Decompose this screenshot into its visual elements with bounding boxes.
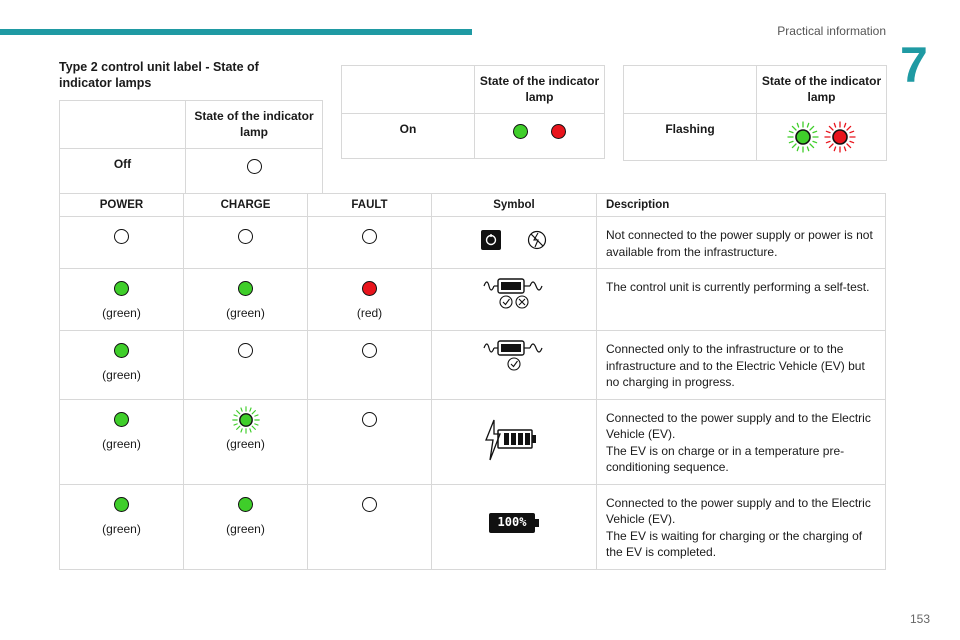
indicator-state-table <box>59 193 886 570</box>
battery-full-icon: 100% <box>489 513 539 533</box>
lamp-off-icon <box>114 229 129 244</box>
table-row: (green) (green) 100% Connected to the power supply and to the Electric Vehicle (EV). The EV is waiting for charging or the charging of the EV is completed. <box>60 484 886 569</box>
section-title: Practical information <box>777 24 886 38</box>
col-header-charge: CHARGE <box>184 194 308 217</box>
table-row <box>60 217 886 269</box>
state-table-header: State of the indicator lamp <box>757 66 887 114</box>
lamp-red-icon <box>362 281 377 296</box>
lamp-off-icon <box>238 343 253 358</box>
lamp-green-icon <box>238 497 253 512</box>
state-table-header: State of the indicator lamp <box>186 101 323 149</box>
chapter-number: 7 <box>900 37 928 93</box>
lamp-green-icon <box>238 281 253 296</box>
lamp-off-icon <box>362 497 377 512</box>
row-description: The control unit is currently performing a self-test. <box>597 269 886 331</box>
lamp-off-icon <box>362 412 377 427</box>
charging-battery-icon <box>484 416 544 462</box>
state-table-on <box>341 65 605 159</box>
state-label-flashing: Flashing <box>624 114 757 161</box>
col-header-symbol: Symbol <box>432 194 597 217</box>
col-header-description: Description <box>597 194 886 217</box>
table-row: (green) (green) (red) The control unit is currently performing a self-test. <box>60 269 886 331</box>
lamp-red-icon <box>551 124 566 139</box>
table-row: (green) Connected only to the infrastructure or to the infrastructure and to the Electric Vehicle (EV) but no charging in progress. <box>60 331 886 400</box>
lamp-green-icon <box>114 412 129 427</box>
col-header-power: POWER <box>60 194 184 217</box>
lamp-green-icon <box>513 124 528 139</box>
state-label-on: On <box>342 114 475 159</box>
connected-symbol-icon <box>482 338 546 372</box>
top-accent-bar <box>0 29 472 35</box>
lamp-off-icon <box>238 229 253 244</box>
row-description: Connected to the power supply and to the Electric Vehicle (EV). The EV is on charge or in a temperature pre-conditioning sequence. <box>597 399 886 484</box>
row-description: Connected only to the infrastructure or to the infrastructure and to the Electric Vehicle (EV) but no charging in progress. <box>597 331 886 400</box>
self-test-symbol-icon <box>482 276 546 310</box>
state-table-flashing <box>623 65 887 161</box>
lamp-red-flashing-icon <box>823 129 857 143</box>
col-header-fault: FAULT <box>308 194 432 217</box>
state-table-off <box>59 100 323 194</box>
lamp-green-flashing-icon <box>231 405 261 435</box>
lamp-green-icon <box>114 497 129 512</box>
lamp-green-icon <box>114 343 129 358</box>
lamp-off-icon <box>247 159 262 174</box>
table-row: (green) (green) Connected to the power supply and to the Electric Vehicle (EV). The EV is on charge or in a temperature pre-conditioning sequence. <box>60 399 886 484</box>
lamp-off-icon <box>362 229 377 244</box>
lamp-green-flashing-icon <box>786 129 823 143</box>
state-table-header: State of the indicator lamp <box>475 66 605 114</box>
page-number: 153 <box>909 612 930 626</box>
state-label-off: Off <box>60 149 186 194</box>
section-heading: Type 2 control unit label - State of indicator lamps <box>59 60 259 90</box>
lamp-off-icon <box>362 343 377 358</box>
no-power-symbol-icon <box>480 229 548 251</box>
row-description: Connected to the power supply and to the Electric Vehicle (EV). The EV is waiting for charging or the charging of the EV is completed. <box>597 484 886 569</box>
lamp-green-icon <box>114 281 129 296</box>
row-description: Not connected to the power supply or power is not available from the infrastructure. <box>597 217 886 269</box>
